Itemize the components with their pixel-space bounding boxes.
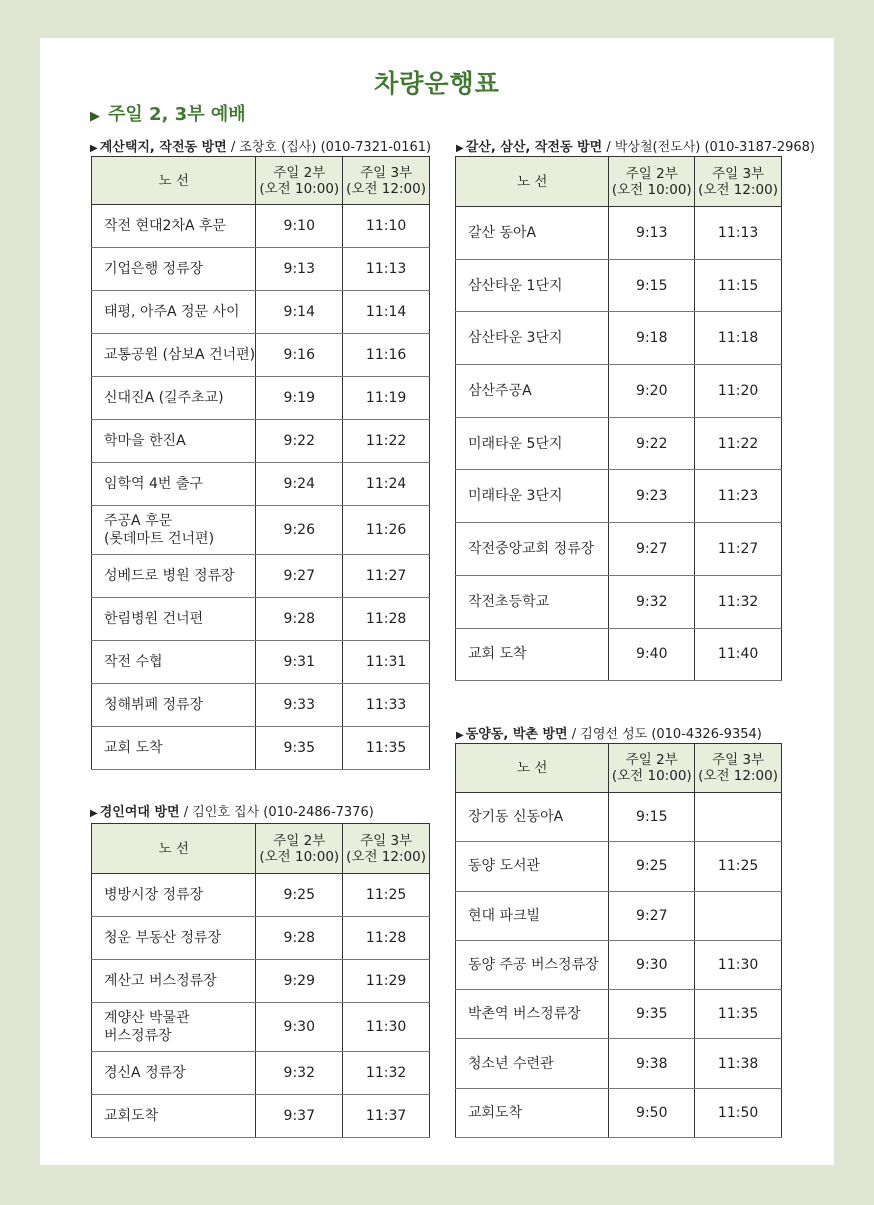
stop-name-cell: 교회도착: [456, 1088, 609, 1137]
time-service-3-cell: 11:32: [343, 1052, 430, 1095]
time-service-3-cell: 11:37: [343, 1095, 430, 1138]
stop-name-cell: 청해뷔페 정류장: [92, 684, 256, 727]
table-row: [456, 470, 782, 523]
table-header-row: [92, 157, 430, 205]
stop-name-cell: 동양 주공 버스정류장: [456, 940, 609, 989]
time-service-2-cell: 9:27: [609, 523, 695, 576]
stop-name-cell: 미래타운 3단지: [456, 470, 609, 523]
time-service-3-cell: 11:33: [343, 684, 430, 727]
table-header-row: [92, 824, 430, 874]
time-service-2-cell: 9:30: [256, 1003, 343, 1052]
column-header-service-3: 주일 3부 (오전 12:00): [695, 157, 782, 207]
time-service-3-cell: 11:24: [343, 463, 430, 506]
table-row: [92, 205, 430, 248]
table-row: [92, 248, 430, 291]
route-area: 동양동, 박촌 방면: [465, 727, 568, 742]
column-header-service-2: 주일 2부 (오전 10:00): [609, 157, 695, 207]
time-service-3-cell: 11:22: [343, 420, 430, 463]
time-service-2-cell: 9:18: [609, 312, 695, 365]
column-header-service-2: 주일 2부 (오전 10:00): [256, 157, 343, 205]
table-row: [92, 334, 430, 377]
table-row: [456, 575, 782, 628]
time-service-3-cell: 11:26: [343, 506, 430, 555]
table-row: [456, 1088, 782, 1137]
time-service-3-cell: 11:25: [343, 874, 430, 917]
table-row: [92, 874, 430, 917]
time-service-3-cell: [695, 891, 782, 940]
time-service-3-cell: 11:19: [343, 377, 430, 420]
time-service-2-cell: 9:25: [256, 874, 343, 917]
table-header-row: [456, 157, 782, 207]
table-row: [456, 891, 782, 940]
time-service-2-cell: 9:27: [256, 555, 343, 598]
column-header-route: 노 선: [456, 744, 609, 793]
time-service-3-cell: 11:35: [695, 990, 782, 1039]
route-area: 경인여대 방면: [99, 805, 180, 820]
time-service-2-cell: 9:16: [256, 334, 343, 377]
table-row: [92, 1003, 430, 1052]
time-service-3-cell: 11:30: [343, 1003, 430, 1052]
time-service-3-cell: 11:28: [343, 598, 430, 641]
triangle-icon: ▶: [90, 109, 100, 124]
time-service-2-cell: 9:22: [609, 417, 695, 470]
stop-name-cell: 한림병원 건너편: [92, 598, 256, 641]
route-table-galsan: [455, 156, 782, 681]
service-subtitle: [90, 100, 246, 126]
triangle-icon: ▶: [456, 730, 464, 741]
time-service-2-cell: 9:19: [256, 377, 343, 420]
column-header-route: 노 선: [456, 157, 609, 207]
time-service-3-cell: 11:18: [695, 312, 782, 365]
table-row: [92, 960, 430, 1003]
stop-name-cell: 청운 부동산 정류장: [92, 917, 256, 960]
time-service-3-cell: 11:13: [695, 207, 782, 260]
time-service-2-cell: 9:29: [256, 960, 343, 1003]
table-row: [456, 523, 782, 576]
stop-name-cell: 주공A 후문 (롯데마트 건너편): [92, 506, 256, 555]
time-service-2-cell: 9:23: [609, 470, 695, 523]
table-row: [456, 259, 782, 312]
time-service-2-cell: 9:50: [609, 1088, 695, 1137]
table-row: [456, 417, 782, 470]
column-header-service-2: 주일 2부 (오전 10:00): [256, 824, 343, 874]
stop-name-cell: 교통공원 (삼보A 건너편): [92, 334, 256, 377]
time-service-2-cell: 9:15: [609, 793, 695, 842]
column-header-service-2: 주일 2부 (오전 10:00): [609, 744, 695, 793]
table-row: [456, 1039, 782, 1088]
time-service-2-cell: 9:28: [256, 598, 343, 641]
stop-name-cell: 임학역 4번 출구: [92, 463, 256, 506]
route-driver: / 김인호 집사 (010-2486-7376): [183, 805, 374, 820]
time-service-3-cell: 11:22: [695, 417, 782, 470]
triangle-icon: ▶: [456, 143, 464, 154]
time-service-3-cell: 11:30: [695, 940, 782, 989]
route-table-gyesan: [91, 156, 430, 770]
subtitle-text: 주일 2, 3부 예배: [108, 104, 246, 125]
stop-name-cell: 기업은행 정류장: [92, 248, 256, 291]
table-row: [456, 207, 782, 260]
table-row: [456, 628, 782, 681]
table-row: [92, 1095, 430, 1138]
stop-name-cell: 작전초등학교: [456, 575, 609, 628]
table-row: [456, 365, 782, 418]
route-table-gyeongin: [91, 823, 430, 1138]
route-header-gyesan: [90, 136, 431, 155]
time-service-3-cell: 11:40: [695, 628, 782, 681]
triangle-icon: ▶: [90, 143, 98, 154]
table-row: [92, 1052, 430, 1095]
time-service-2-cell: 9:27: [609, 891, 695, 940]
table-row: [92, 420, 430, 463]
time-service-3-cell: 11:25: [695, 842, 782, 891]
stop-name-cell: 갈산 동아A: [456, 207, 609, 260]
table-row: [92, 917, 430, 960]
stop-name-cell: 작전중앙교회 정류장: [456, 523, 609, 576]
time-service-3-cell: 11:27: [343, 555, 430, 598]
stop-name-cell: 교회 도착: [456, 628, 609, 681]
time-service-2-cell: 9:37: [256, 1095, 343, 1138]
stop-name-cell: 계양산 박물관 버스정류장: [92, 1003, 256, 1052]
time-service-2-cell: 9:33: [256, 684, 343, 727]
time-service-3-cell: 11:29: [343, 960, 430, 1003]
stop-name-cell: 삼산주공A: [456, 365, 609, 418]
time-service-2-cell: 9:38: [609, 1039, 695, 1088]
time-service-3-cell: 11:16: [343, 334, 430, 377]
stop-name-cell: 경신A 정류장: [92, 1052, 256, 1095]
time-service-2-cell: 9:26: [256, 506, 343, 555]
route-header-galsan: [456, 136, 815, 155]
stop-name-cell: 병방시장 정류장: [92, 874, 256, 917]
time-service-2-cell: 9:35: [609, 990, 695, 1039]
time-service-2-cell: 9:13: [609, 207, 695, 260]
table-row: [92, 727, 430, 770]
time-service-2-cell: 9:14: [256, 291, 343, 334]
time-service-2-cell: 9:10: [256, 205, 343, 248]
stop-name-cell: 작전 현대2차A 후문: [92, 205, 256, 248]
stop-name-cell: 미래타운 5단지: [456, 417, 609, 470]
table-row: [456, 990, 782, 1039]
time-service-2-cell: 9:15: [609, 259, 695, 312]
table-row: [92, 463, 430, 506]
table-row: [92, 641, 430, 684]
time-service-3-cell: 11:32: [695, 575, 782, 628]
route-area: 갈산, 삼산, 작전동 방면: [465, 140, 603, 155]
page-title: 차량운행표: [374, 69, 500, 98]
stop-name-cell: 신대진A (길주초교): [92, 377, 256, 420]
time-service-2-cell: 9:28: [256, 917, 343, 960]
stop-name-cell: 성베드로 병원 정류장: [92, 555, 256, 598]
table-row: [92, 291, 430, 334]
time-service-3-cell: 11:15: [695, 259, 782, 312]
stop-name-cell: 학마을 한진A: [92, 420, 256, 463]
time-service-2-cell: 9:35: [256, 727, 343, 770]
table-row: [92, 506, 430, 555]
column-header-service-3: 주일 3부 (오전 12:00): [343, 824, 430, 874]
time-service-3-cell: 11:38: [695, 1039, 782, 1088]
stop-name-cell: 교회 도착: [92, 727, 256, 770]
time-service-3-cell: 11:50: [695, 1088, 782, 1137]
stop-name-cell: 장기동 신동아A: [456, 793, 609, 842]
table-row: [92, 598, 430, 641]
time-service-3-cell: 11:28: [343, 917, 430, 960]
column-header-service-3: 주일 3부 (오전 12:00): [343, 157, 430, 205]
stop-name-cell: 삼산타운 1단지: [456, 259, 609, 312]
stop-name-cell: 박촌역 버스정류장: [456, 990, 609, 1039]
time-service-2-cell: 9:22: [256, 420, 343, 463]
table-row: [456, 940, 782, 989]
time-service-2-cell: 9:40: [609, 628, 695, 681]
stop-name-cell: 태평, 아주A 정문 사이: [92, 291, 256, 334]
column-header-service-3: 주일 3부 (오전 12:00): [695, 744, 782, 793]
time-service-3-cell: 11:23: [695, 470, 782, 523]
route-table-dongyang: [455, 743, 782, 1138]
table-row: [92, 555, 430, 598]
time-service-2-cell: 9:13: [256, 248, 343, 291]
table-row: [92, 684, 430, 727]
triangle-icon: ▶: [90, 808, 98, 819]
table-row: [456, 793, 782, 842]
route-header-dongyang: [456, 723, 762, 742]
table-row: [456, 312, 782, 365]
time-service-2-cell: 9:30: [609, 940, 695, 989]
time-service-2-cell: 9:20: [609, 365, 695, 418]
stop-name-cell: 삼산타운 3단지: [456, 312, 609, 365]
stop-name-cell: 청소년 수련관: [456, 1039, 609, 1088]
time-service-3-cell: [695, 793, 782, 842]
time-service-3-cell: 11:27: [695, 523, 782, 576]
stop-name-cell: 현대 파크빌: [456, 891, 609, 940]
table-row: [456, 842, 782, 891]
time-service-2-cell: 9:31: [256, 641, 343, 684]
stop-name-cell: 계산고 버스정류장: [92, 960, 256, 1003]
time-service-3-cell: 11:35: [343, 727, 430, 770]
time-service-3-cell: 11:13: [343, 248, 430, 291]
time-service-2-cell: 9:24: [256, 463, 343, 506]
column-header-route: 노 선: [92, 157, 256, 205]
stop-name-cell: 동양 도서관: [456, 842, 609, 891]
route-driver: / 김영선 성도 (010-4326-9354): [571, 727, 762, 742]
table-row: [92, 377, 430, 420]
time-service-3-cell: 11:14: [343, 291, 430, 334]
time-service-2-cell: 9:32: [256, 1052, 343, 1095]
time-service-3-cell: 11:10: [343, 205, 430, 248]
time-service-2-cell: 9:32: [609, 575, 695, 628]
route-area: 계산택지, 작전동 방면: [99, 140, 227, 155]
table-header-row: [456, 744, 782, 793]
schedule-page: [40, 38, 834, 1165]
stop-name-cell: 작전 수협: [92, 641, 256, 684]
route-header-gyeongin: [90, 801, 374, 820]
route-driver: / 조창호 (집사) (010-7321-0161): [230, 140, 432, 155]
stop-name-cell: 교회도착: [92, 1095, 256, 1138]
time-service-2-cell: 9:25: [609, 842, 695, 891]
route-driver: / 박상철(전도사) (010-3187-2968): [606, 140, 815, 155]
column-header-route: 노 선: [92, 824, 256, 874]
time-service-3-cell: 11:31: [343, 641, 430, 684]
time-service-3-cell: 11:20: [695, 365, 782, 418]
